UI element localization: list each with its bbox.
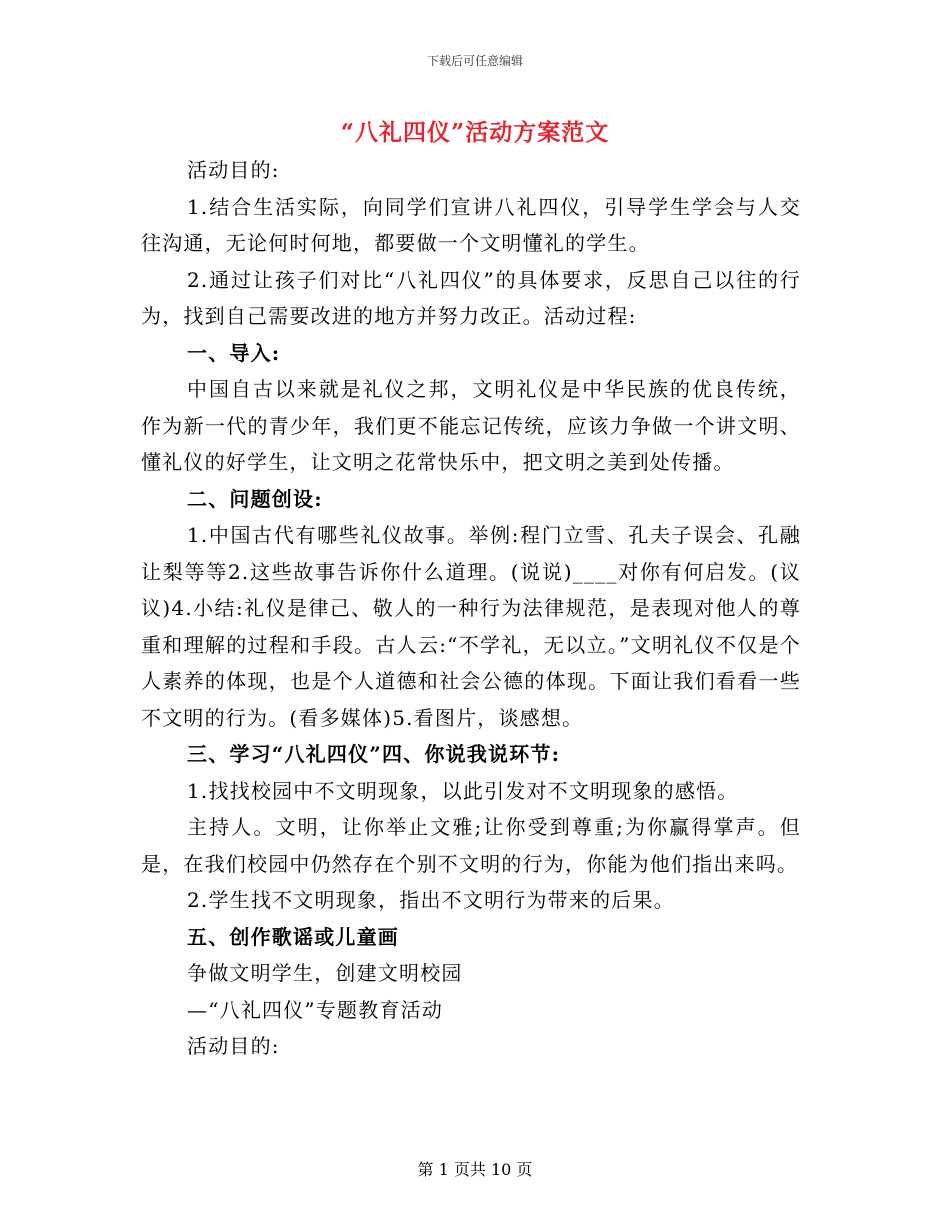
document-title: “八礼四仪”活动方案范文 [340,119,610,146]
paragraph-intro: 中国自古以来就是礼仪之邦，文明礼仪是中华民族的优良传统，作为新一代的青少年，我们更不能忘记传统，应该力争做一个讲文明、懂礼仪的好学生，让文明之花常快乐中，把文明之美到处传播。 [141,377,801,474]
header-note: 下载后可任意编辑 [426,54,523,68]
section-heading-learning: 三、学习“八礼四仪”四、你说我说环节: [187,742,561,766]
paragraph-slogan: 争做文明学生，创建文明校园 [187,961,463,985]
paragraph-students-find: 2.学生找不文明现象，指出不文明行为带来的后果。 [187,888,675,912]
paragraph-purpose-label-2: 活动目的: [187,1034,280,1058]
paragraph-host: 主持人。文明，让你举止文雅;让你受到尊重;为你赢得掌声。但是，在我们校园中仍然存在个别不文明的行为，你能为他们指出来吗。 [141,815,801,876]
paragraph-find-uncivil: 1.找找校园中不文明现象，以此引发对不文明现象的感悟。 [187,778,739,803]
document-body [141,152,801,1065]
section-heading-questions: 二、问题创设: [187,486,323,511]
page-footer: 第 1 页共 10 页 [417,1160,533,1179]
section-heading-create: 五、创作歌谣或儿童画 [187,924,399,949]
paragraph-questions: 1.中国古代有哪些礼仪故事。举例:程门立雪、孔夫子误会、孔融让梨等等2.这些故事告诉你什么道理。(说说)____对你有何启发。(议议)4.小结:礼仪是律己、敬人的一种行为法律规范，是表现对他人的尊重和理解的过程和手段。古人云:“不学礼，无以立。”文明礼仪不仅是个人素养的体现，也是个人道德和社会公德的体现。下面让我们看看一些不文明的行为。(看多媒体)5.看图片，谈感想。 [141,523,801,730]
paragraph-purpose-label: 活动目的: [187,158,280,182]
paragraph-purpose-1: 1.结合生活实际，向同学们宣讲八礼四仪，引导学生学会与人交往沟通，无论何时何地，都要做一个文明懂礼的学生。 [141,194,801,255]
paragraph-purpose-2: 2.通过让孩子们对比“八礼四仪”的具体要求，反思自己以往的行为，找到自己需要改进的地方并努力改正。活动过程: [141,267,801,328]
paragraph-subtitle: —“八礼四仪”专题教育活动 [187,997,444,1022]
section-heading-intro: 一、导入: [187,340,281,365]
